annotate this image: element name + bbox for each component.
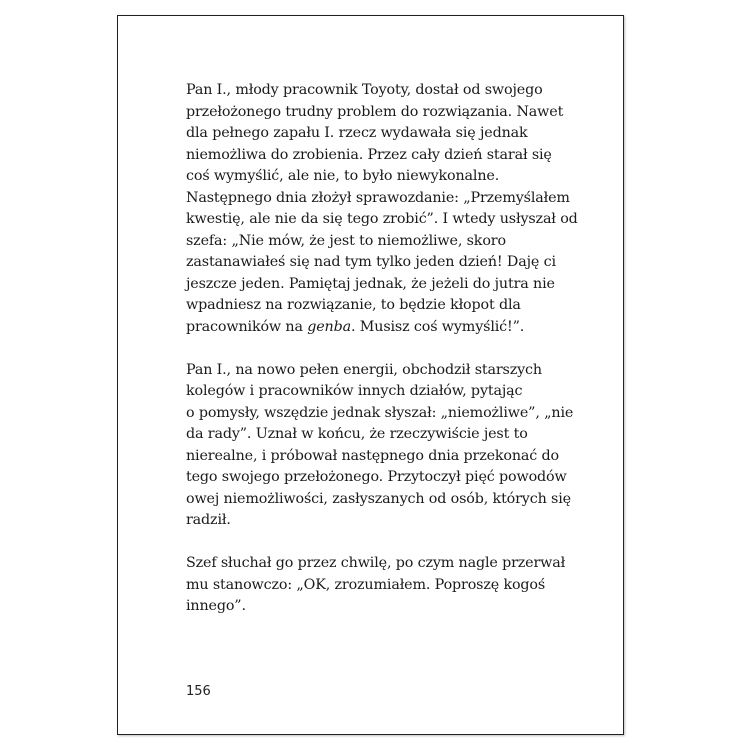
- text-line: szefa: „Nie mów, że jest to niemożliwe, skoro: [186, 232, 506, 249]
- text-line: owej niemożliwości, zasłyszanych od osób, których się: [186, 490, 571, 507]
- text-line: Szef słuchał go przez chwilę, po czym nagle przerwał: [186, 555, 566, 571]
- text-line: nierealne, i próbował następnego dnia przekonać do: [186, 447, 559, 464]
- text-line: dla pełnego zapału I. rzecz wydawała się jednak: [186, 125, 528, 141]
- book-page: [117, 15, 624, 735]
- text-fragment: . Musisz coś wymyślić!”.: [350, 318, 525, 335]
- text-line: Pan I., na nowo pełen energii, obchodził starszych: [186, 361, 542, 378]
- text-line: zastanawiałeś się nad tym tylko jeden dzień! Daję ci: [186, 254, 556, 270]
- text-line: Pan I., młody pracownik Toyoty, dostał od swojego: [186, 82, 543, 98]
- text-line: Następnego dnia złożył sprawozdanie: „Przemyślałem: [186, 189, 570, 206]
- paragraph-1: [186, 80, 578, 338]
- text-line: mu stanowczo: „OK, zrozumiałem. Poproszę kogoś: [186, 576, 546, 593]
- page-number: 156: [186, 684, 211, 699]
- text-line: coś wymyślić, ale nie, to było niewykonalne.: [186, 168, 500, 184]
- paragraph-3: [186, 553, 566, 618]
- text-line: radził.: [186, 512, 231, 528]
- text-line: jeszcze jeden. Pamiętaj jednak, że jeżeli do jutra nie: [186, 275, 555, 292]
- text-line: tego swojego przełożonego. Przytoczył pięć powodów: [186, 469, 567, 485]
- text-fragment: pracowników na: [186, 318, 308, 335]
- text-line: da rady”. Uznał w końcu, że rzeczywiście jest to: [186, 426, 528, 442]
- text-line: kolegów i pracowników innych działów, pytając: [186, 383, 523, 399]
- body-text: [186, 80, 578, 618]
- text-line: wpadniesz na rozwiązanie, to będzie kłopot dla: [186, 297, 521, 313]
- text-line: niemożliwa do zrobienia. Przez cały dzień starał się: [186, 146, 552, 163]
- text-line-last: [186, 317, 566, 339]
- text-line: innego”.: [186, 598, 246, 614]
- text-line: kwestię, ale nie da się tego zrobić”. I wtedy usłyszał od: [186, 211, 578, 227]
- text-line: o pomysły, wszędzie jednak słyszał: „niemożliwe”, „nie: [186, 404, 574, 421]
- italic-term: genba: [307, 318, 351, 335]
- paragraph-gap: [186, 532, 566, 554]
- paragraph-2: [186, 360, 574, 532]
- text-line: przełożonego trudny problem do rozwiązania. Nawet: [186, 103, 564, 120]
- paragraph-gap: [186, 338, 566, 360]
